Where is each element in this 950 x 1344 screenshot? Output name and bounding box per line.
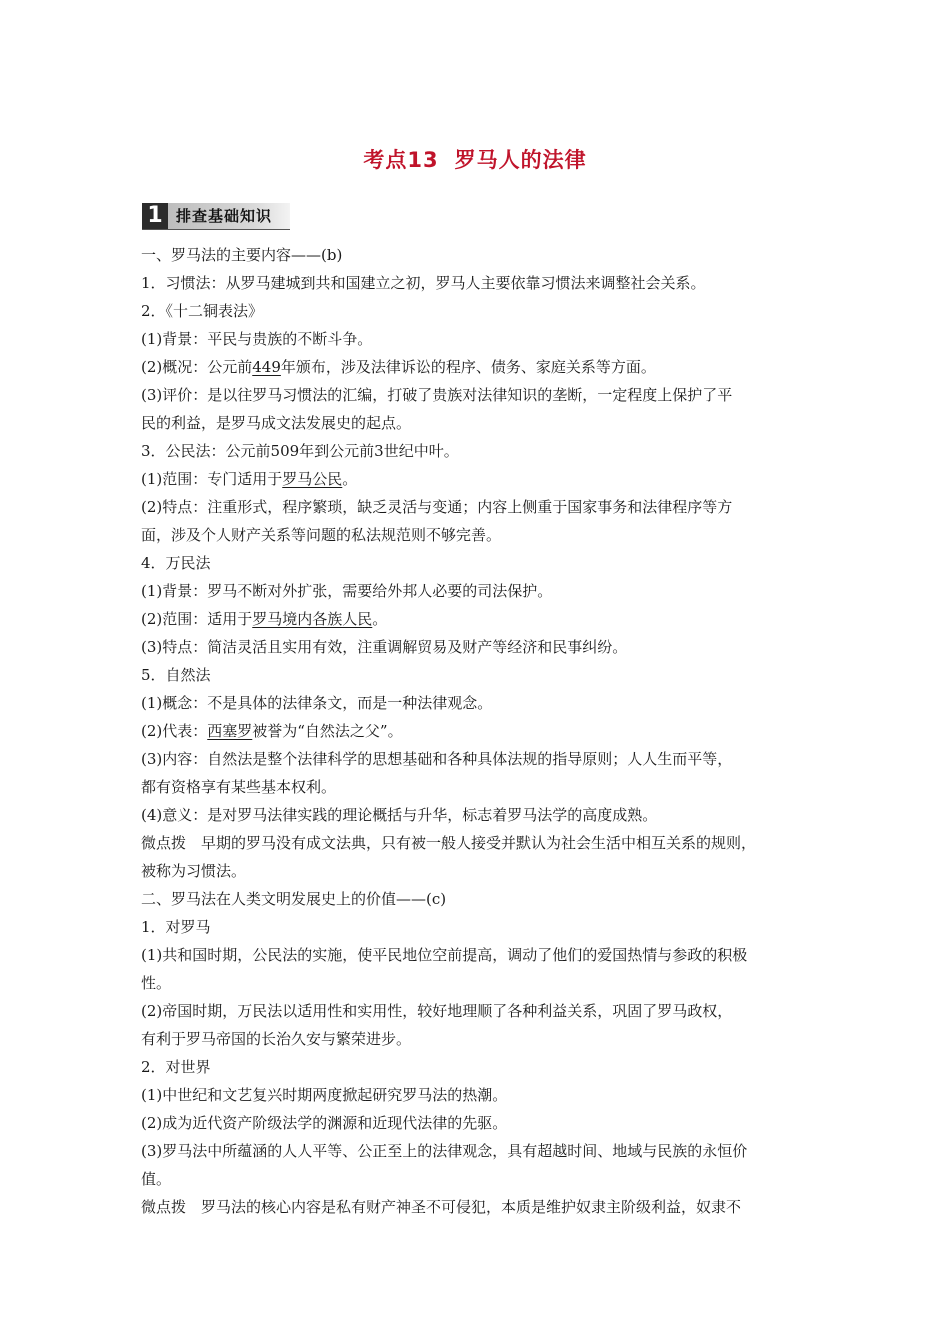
text-line: (2)特点：注重形式，程序繁琐，缺乏灵活与变通；内容上侧重于国家事务和法律程序等方 xyxy=(141,498,733,516)
text-line: 值。 xyxy=(141,1170,172,1188)
text-line: 都有资格享有某些基本权利。 xyxy=(141,778,337,796)
text-line: 微点拨 罗马法的核心内容是私有财产神圣不可侵犯，本质是维护奴隶主阶级利益，奴隶不 xyxy=(141,1198,742,1216)
text-line: (3)特点：简洁灵活且实用有效，注重调解贸易及财产等经济和民事纠纷。 xyxy=(141,638,628,656)
text-line: 5．自然法 xyxy=(141,666,211,684)
line-text: (2)代表： xyxy=(141,722,208,740)
line-text: (2)范围：适用于 xyxy=(141,610,253,628)
text-line: 3．公民法：公元前509年到公元前3世纪中叶。 xyxy=(141,442,459,460)
section-heading xyxy=(142,203,290,230)
page-title xyxy=(0,144,950,174)
text-line: (2)成为近代资产阶级法学的渊源和近现代法律的先驱。 xyxy=(141,1114,508,1132)
text-line: (3)罗马法中所蕴涵的人人平等、公正至上的法律观念，具有超越时间、地域与民族的永恒价 xyxy=(141,1142,748,1160)
line-text: 被誉为“自然法之父”。 xyxy=(252,722,403,740)
title-text: 罗马人的法律 xyxy=(454,148,587,172)
line-text: (2)概况：公元前 xyxy=(141,358,253,376)
text-line: 有利于罗马帝国的长治久安与繁荣进步。 xyxy=(141,1030,412,1048)
text-line: 被称为习惯法。 xyxy=(141,862,247,880)
line-text: 。 xyxy=(372,610,388,628)
text-line: 二、罗马法在人类文明发展史上的价值——(c) xyxy=(141,890,447,908)
section-number: 1 xyxy=(142,203,168,229)
text-line xyxy=(141,465,826,493)
section-label: 排查基础知识 xyxy=(168,203,290,229)
text-line: (1)共和国时期，公民法的实施，使平民地位空前提高，调动了他们的爱国热情与参政的积极 xyxy=(141,946,748,964)
text-line: 2．对世界 xyxy=(141,1058,211,1076)
text-line: (2)帝国时期，万民法以适用性和实用性，较好地理顺了各种利益关系，巩固了罗马政权， xyxy=(141,1002,733,1020)
underlined-term: 罗马公民 xyxy=(282,470,343,488)
text-line: 民的利益，是罗马成文法发展史的起点。 xyxy=(141,414,412,432)
line-text: (1)范围：专门适用于 xyxy=(141,470,283,488)
underlined-term: 罗马境内各族人民 xyxy=(252,610,373,628)
text-line: 1．习惯法：从罗马建城到共和国建立之初，罗马人主要依靠习惯法来调整社会关系。 xyxy=(141,274,706,292)
text-line: (3)评价：是以往罗马习惯法的汇编，打破了贵族对法律知识的垄断，一定程度上保护了平 xyxy=(141,386,733,404)
text-line xyxy=(141,605,826,633)
text-line: (3)内容：自然法是整个法律科学的思想基础和各种具体法规的指导原则；人人生而平等， xyxy=(141,750,733,768)
underlined-term: 西塞罗 xyxy=(207,722,253,740)
text-line: 性。 xyxy=(141,974,172,992)
text-line: 微点拨 早期的罗马没有成文法典，只有被一般人接受并默认为社会生活中相互关系的规则， xyxy=(141,834,757,852)
text-line: 2．《十二铜表法》 xyxy=(141,302,264,320)
text-line: (1)中世纪和文艺复兴时期两度掀起研究罗马法的热潮。 xyxy=(141,1086,508,1104)
title-label: 考点13 xyxy=(363,148,439,172)
text-line xyxy=(141,353,826,381)
body-text xyxy=(141,241,826,1221)
text-line: (1)背景：罗马不断对外扩张，需要给外邦人必要的司法保护。 xyxy=(141,582,553,600)
text-line: 4．万民法 xyxy=(141,554,211,572)
text-line xyxy=(141,717,826,745)
text-line: (4)意义：是对罗马法律实践的理论概括与升华，标志着罗马法学的高度成熟。 xyxy=(141,806,658,824)
text-line: 1．对罗马 xyxy=(141,918,211,936)
line-text: 年颁布，涉及法律诉讼的程序、债务、家庭关系等方面。 xyxy=(280,358,656,376)
line-text: 。 xyxy=(342,470,358,488)
underlined-term: 449 xyxy=(252,358,281,376)
text-line: (1)背景：平民与贵族的不断斗争。 xyxy=(141,330,373,348)
text-line: 一、罗马法的主要内容——(b) xyxy=(141,246,343,264)
text-line: (1)概念：不是具体的法律条文，而是一种法律观念。 xyxy=(141,694,493,712)
text-line: 面，涉及个人财产关系等问题的私法规范则不够完善。 xyxy=(141,526,502,544)
